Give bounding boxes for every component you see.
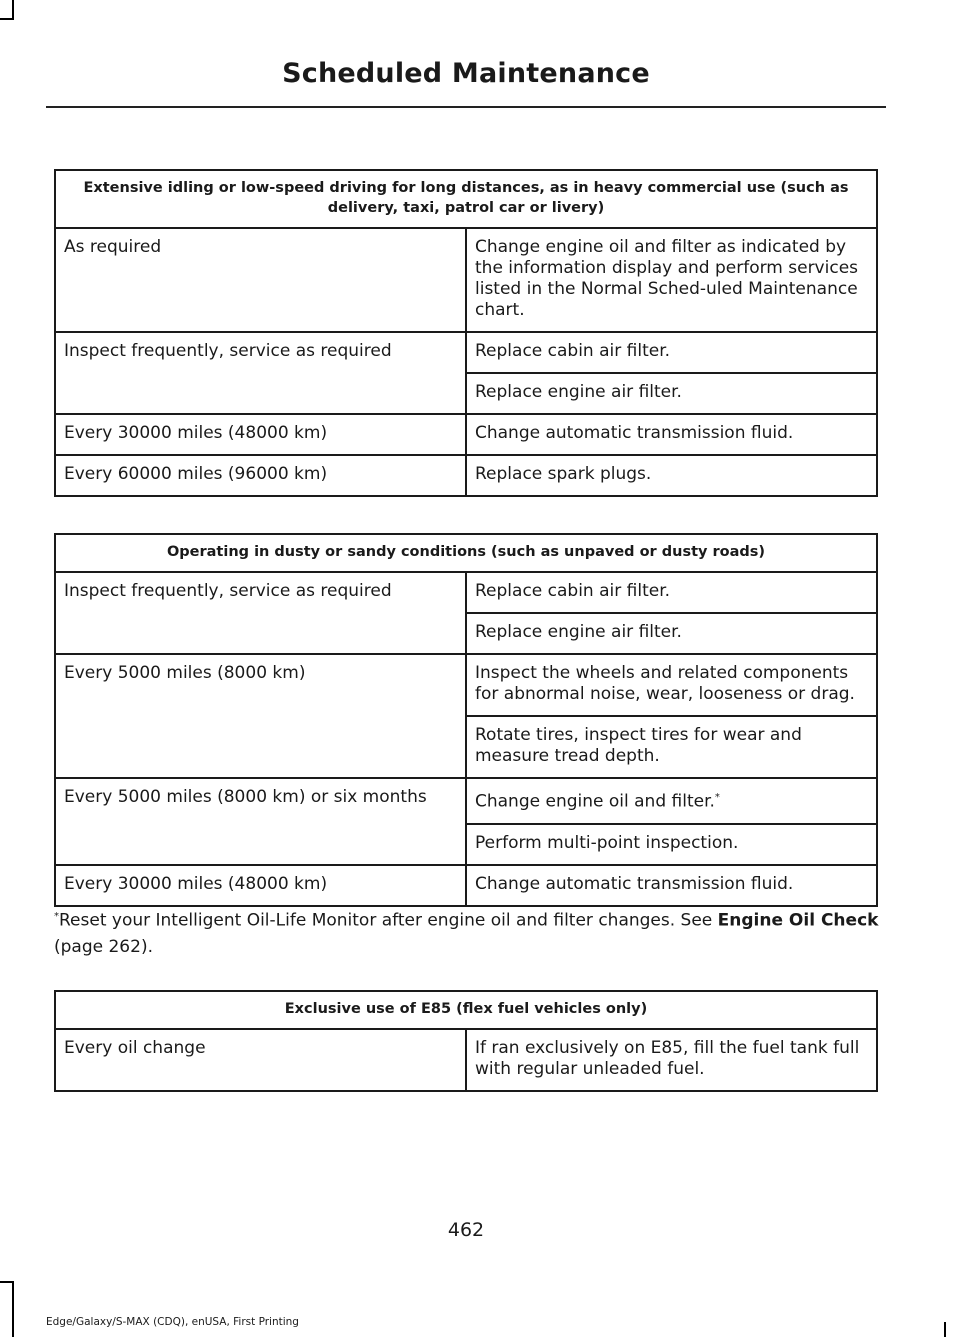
action-cell: Change engine oil and filter as indicated by the information display and perform services listed in the Normal Sched-uled Maintenance chart. xyxy=(466,228,877,332)
crop-mark xyxy=(0,1281,14,1283)
interval-cell: Every 60000 miles (96000 km) xyxy=(55,455,466,496)
footnote-marker: * xyxy=(54,911,59,922)
action-cell: Change automatic transmission fluid. xyxy=(466,865,877,906)
table-row xyxy=(55,414,877,455)
interval-cell: As required xyxy=(55,228,466,332)
action-cell: If ran exclusively on E85, fill the fuel tank full with regular unleaded fuel. xyxy=(466,1029,877,1091)
footnote-page-ref: (page 262). xyxy=(54,936,153,957)
action-cell: Change engine oil and filter.* xyxy=(466,778,877,824)
maintenance-table-heavy-use xyxy=(54,169,878,497)
action-cell: Replace engine air filter. xyxy=(466,613,877,654)
crop-mark xyxy=(0,18,14,20)
action-cell: Inspect the wheels and related components for abnormal noise, wear, looseness or drag. xyxy=(466,654,877,716)
table-row xyxy=(55,228,877,332)
table-heading: Extensive idling or low-speed driving for long distances, as in heavy commercial use (such as delivery, taxi, patrol car or livery) xyxy=(55,170,877,228)
action-cell: Replace engine air filter. xyxy=(466,373,877,414)
table-row xyxy=(55,572,877,613)
action-cell: Replace cabin air filter. xyxy=(466,332,877,373)
action-cell: Change automatic transmission fluid. xyxy=(466,414,877,455)
title-divider xyxy=(46,106,886,108)
action-cell: Perform multi-point inspection. xyxy=(466,824,877,865)
action-cell: Replace cabin air filter. xyxy=(466,572,877,613)
interval-cell: Every 5000 miles (8000 km) xyxy=(55,654,466,778)
page-title: Scheduled Maintenance xyxy=(282,58,650,89)
interval-cell: Every 30000 miles (48000 km) xyxy=(55,414,466,455)
footnote-marker: * xyxy=(714,792,720,803)
table-row xyxy=(55,1029,877,1091)
footnote xyxy=(54,904,884,960)
table-row xyxy=(55,332,877,373)
maintenance-table-e85 xyxy=(54,990,878,1092)
engine-oil-check-reference[interactable]: Engine Oil Check xyxy=(717,910,879,931)
action-cell: Rotate tires, inspect tires for wear and measure tread depth. xyxy=(466,716,877,778)
table-heading: Exclusive use of E85 (flex fuel vehicles only) xyxy=(55,991,877,1029)
interval-cell: Inspect frequently, service as required xyxy=(55,332,466,414)
table-heading: Operating in dusty or sandy conditions (such as unpaved or dusty roads) xyxy=(55,534,877,572)
interval-cell: Every oil change xyxy=(55,1029,466,1091)
interval-cell: Every 30000 miles (48000 km) xyxy=(55,865,466,906)
crop-mark xyxy=(944,1322,946,1337)
interval-cell: Every 5000 miles (8000 km) or six months xyxy=(55,778,466,865)
table-row xyxy=(55,455,877,496)
page-number: 462 xyxy=(447,1219,485,1241)
table-row xyxy=(55,865,877,906)
table-row xyxy=(55,778,877,824)
table-row xyxy=(55,654,877,716)
edition-info: Edge/Galaxy/S-MAX (CDQ), enUSA, First Printing xyxy=(46,1316,299,1328)
action-cell: Replace spark plugs. xyxy=(466,455,877,496)
interval-cell: Inspect frequently, service as required xyxy=(55,572,466,654)
crop-mark xyxy=(12,0,14,18)
footnote-text: Reset your Intelligent Oil-Life Monitor after engine oil and filter changes. See xyxy=(59,910,718,931)
crop-mark xyxy=(12,1281,14,1337)
maintenance-table-dusty-conditions xyxy=(54,533,878,907)
